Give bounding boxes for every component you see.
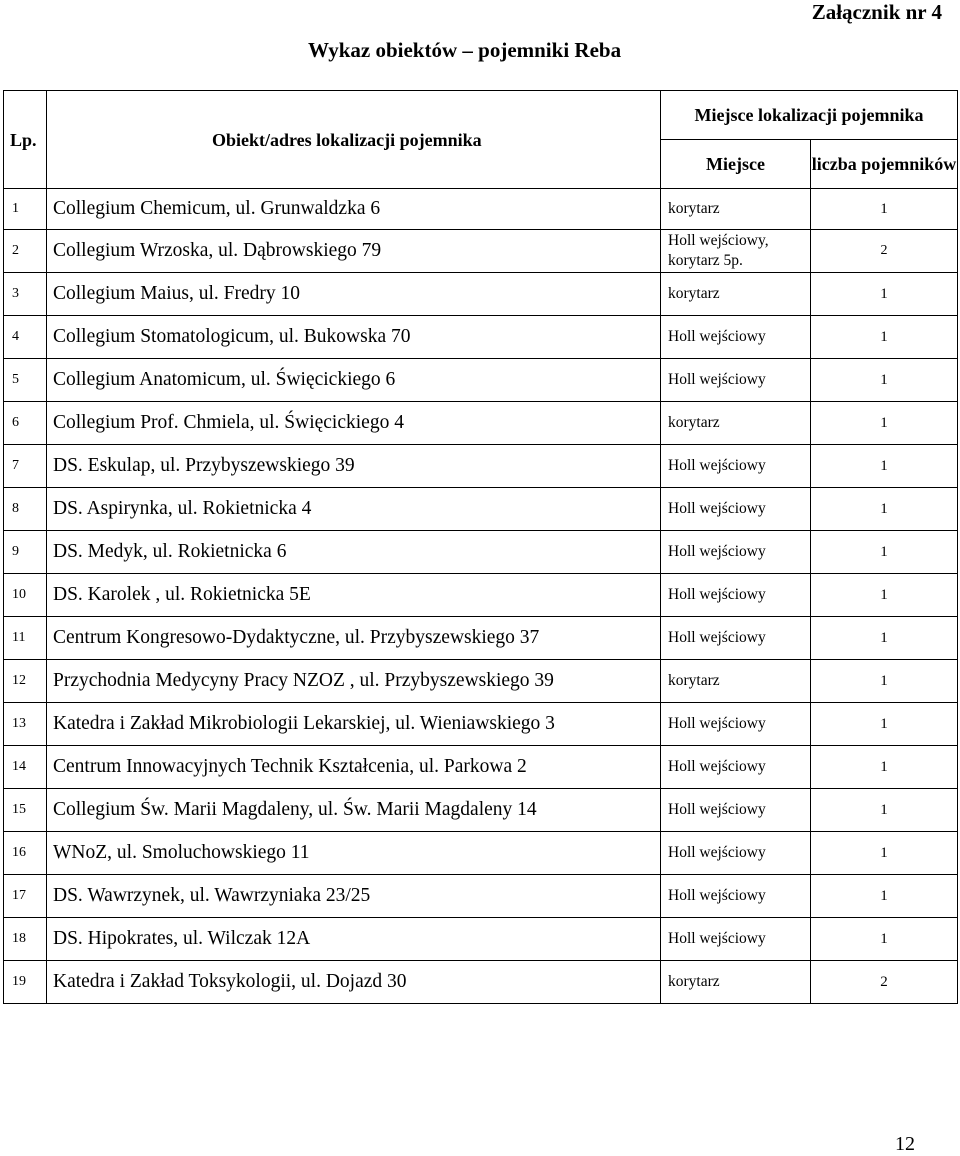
row-count: 1 — [811, 660, 958, 703]
row-place: Holl wejściowy — [661, 617, 811, 660]
row-count: 1 — [811, 273, 958, 316]
row-lp: 8 — [4, 488, 47, 531]
row-lp: 13 — [4, 703, 47, 746]
row-object: DS. Wawrzynek, ul. Wawrzyniaka 23/25 — [47, 875, 661, 918]
table-row — [4, 574, 958, 617]
row-place: Holl wejściowy — [661, 875, 811, 918]
table-row — [4, 189, 958, 230]
row-count: 1 — [811, 746, 958, 789]
row-place: Holl wejściowy, korytarz 5p. — [661, 230, 811, 273]
table-row — [4, 531, 958, 574]
row-object: Katedra i Zakład Mikrobiologii Lekarskiej, ul. Wieniawskiego 3 — [47, 703, 661, 746]
row-object: Collegium Maius, ul. Fredry 10 — [47, 273, 661, 316]
table-row — [4, 402, 958, 445]
row-lp: 15 — [4, 789, 47, 832]
row-object: DS. Medyk, ul. Rokietnicka 6 — [47, 531, 661, 574]
table-row — [4, 230, 958, 273]
row-object: DS. Eskulap, ul. Przybyszewskiego 39 — [47, 445, 661, 488]
row-lp: 10 — [4, 574, 47, 617]
page-title: Wykaz obiektów – pojemniki Reba — [308, 38, 622, 62]
row-place: Holl wejściowy — [661, 832, 811, 875]
table-row — [4, 961, 958, 1004]
page-number: 12 — [895, 1133, 915, 1155]
row-count: 1 — [811, 918, 958, 961]
table-row — [4, 488, 958, 531]
attachment-label: Załącznik nr 4 — [811, 0, 942, 24]
row-lp: 17 — [4, 875, 47, 918]
table-row — [4, 445, 958, 488]
table-row — [4, 918, 958, 961]
row-place: Holl wejściowy — [661, 488, 811, 531]
row-place: Holl wejściowy — [661, 445, 811, 488]
row-lp: 12 — [4, 660, 47, 703]
row-place: Holl wejściowy — [661, 703, 811, 746]
row-place: Holl wejściowy — [661, 316, 811, 359]
row-count: 1 — [811, 359, 958, 402]
row-object: DS. Aspirynka, ul. Rokietnicka 4 — [47, 488, 661, 531]
row-lp: 6 — [4, 402, 47, 445]
table-row — [4, 746, 958, 789]
header-object: Obiekt/adres lokalizacji pojemnika — [47, 91, 661, 189]
row-count: 1 — [811, 703, 958, 746]
header-location-group: Miejsce lokalizacji pojemnika — [661, 91, 958, 140]
row-count: 1 — [811, 617, 958, 660]
row-count: 1 — [811, 574, 958, 617]
row-lp: 4 — [4, 316, 47, 359]
table-header — [4, 91, 958, 189]
row-place: Holl wejściowy — [661, 789, 811, 832]
row-count: 1 — [811, 445, 958, 488]
row-place: korytarz — [661, 189, 811, 230]
header-lp: Lp. — [4, 91, 47, 189]
table-row — [4, 832, 958, 875]
table-body — [4, 189, 958, 1004]
objects-table — [3, 90, 958, 1004]
row-place: Holl wejściowy — [661, 746, 811, 789]
row-lp: 11 — [4, 617, 47, 660]
table-row — [4, 875, 958, 918]
row-count: 1 — [811, 316, 958, 359]
row-object: Collegium Prof. Chmiela, ul. Święcickiego 4 — [47, 402, 661, 445]
header-place: Miejsce — [661, 140, 811, 189]
row-count: 1 — [811, 531, 958, 574]
row-count: 2 — [811, 961, 958, 1004]
row-lp: 9 — [4, 531, 47, 574]
row-lp: 2 — [4, 230, 47, 273]
table-row — [4, 703, 958, 746]
row-lp: 16 — [4, 832, 47, 875]
row-place: Holl wejściowy — [661, 531, 811, 574]
row-lp: 7 — [4, 445, 47, 488]
row-place: korytarz — [661, 273, 811, 316]
row-object: Przychodnia Medycyny Pracy NZOZ , ul. Przybyszewskiego 39 — [47, 660, 661, 703]
row-count: 1 — [811, 488, 958, 531]
row-object: Centrum Innowacyjnych Technik Kształcenia, ul. Parkowa 2 — [47, 746, 661, 789]
header-count: liczba pojemników — [811, 140, 958, 189]
table-row — [4, 273, 958, 316]
row-object: Collegium Stomatologicum, ul. Bukowska 70 — [47, 316, 661, 359]
row-place: korytarz — [661, 961, 811, 1004]
row-object: Collegium Anatomicum, ul. Święcickiego 6 — [47, 359, 661, 402]
row-lp: 1 — [4, 189, 47, 230]
row-place: korytarz — [661, 402, 811, 445]
row-count: 1 — [811, 789, 958, 832]
row-place: Holl wejściowy — [661, 574, 811, 617]
table-row — [4, 316, 958, 359]
row-object: Centrum Kongresowo-Dydaktyczne, ul. Przybyszewskiego 37 — [47, 617, 661, 660]
row-lp: 14 — [4, 746, 47, 789]
row-lp: 3 — [4, 273, 47, 316]
row-object: DS. Karolek , ul. Rokietnicka 5E — [47, 574, 661, 617]
row-count: 1 — [811, 832, 958, 875]
row-place: Holl wejściowy — [661, 359, 811, 402]
row-object: Collegium Św. Marii Magdaleny, ul. Św. Marii Magdaleny 14 — [47, 789, 661, 832]
table-row — [4, 617, 958, 660]
row-lp: 18 — [4, 918, 47, 961]
table-row — [4, 789, 958, 832]
table-row — [4, 660, 958, 703]
row-lp: 5 — [4, 359, 47, 402]
row-count: 1 — [811, 402, 958, 445]
row-place: Holl wejściowy — [661, 918, 811, 961]
row-count: 1 — [811, 189, 958, 230]
row-object: Katedra i Zakład Toksykologii, ul. Dojazd 30 — [47, 961, 661, 1004]
table-row — [4, 359, 958, 402]
row-object: DS. Hipokrates, ul. Wilczak 12A — [47, 918, 661, 961]
row-object: Collegium Chemicum, ul. Grunwaldzka 6 — [47, 189, 661, 230]
row-place: korytarz — [661, 660, 811, 703]
row-object: Collegium Wrzoska, ul. Dąbrowskiego 79 — [47, 230, 661, 273]
row-lp: 19 — [4, 961, 47, 1004]
row-count: 1 — [811, 875, 958, 918]
row-object: WNoZ, ul. Smoluchowskiego 11 — [47, 832, 661, 875]
row-count: 2 — [811, 230, 958, 273]
